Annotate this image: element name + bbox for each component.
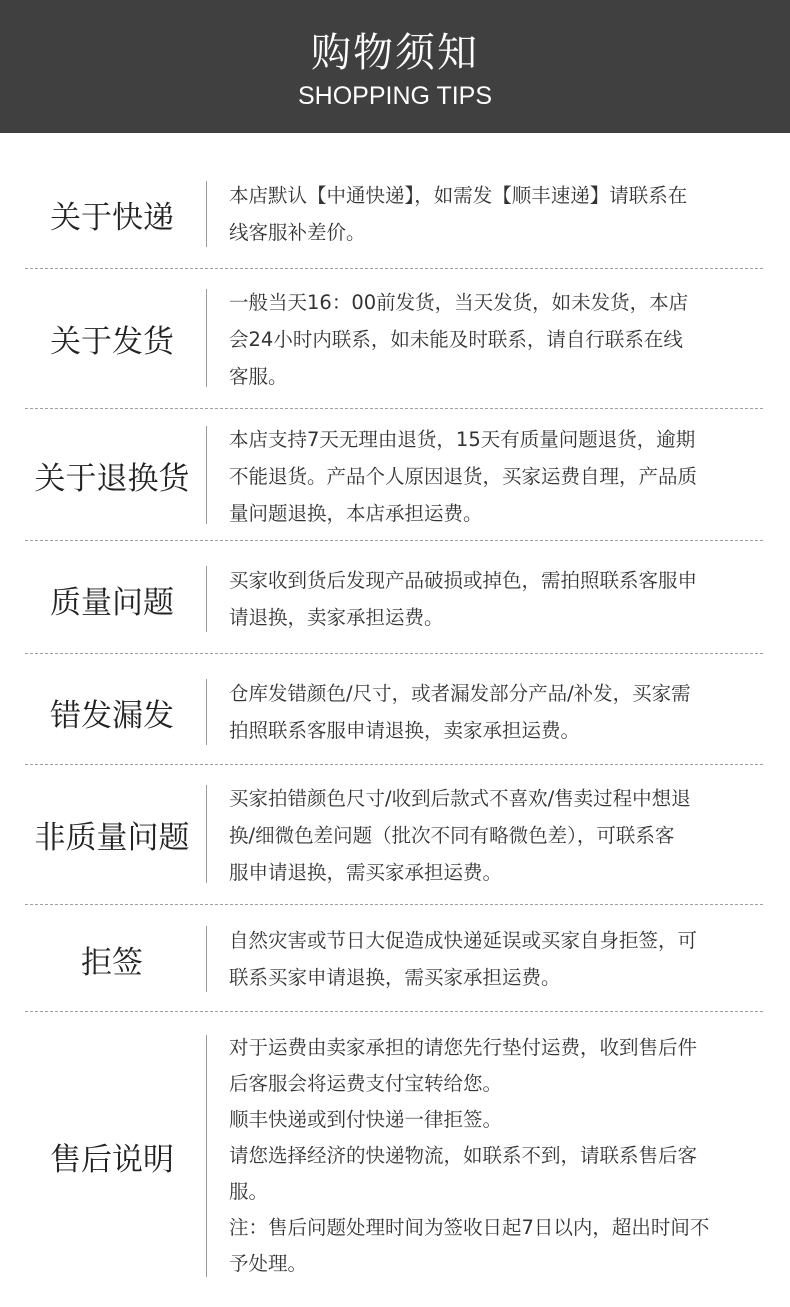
header-banner (0, 0, 790, 133)
dashed-separator (25, 268, 763, 269)
divider-line (206, 785, 207, 883)
text-line: 换/细微色差问题（批次不同有略微色差），可联系客 (229, 824, 675, 847)
text-line: 联系买家申请退换，需买家承担运费。 (229, 966, 561, 989)
text-line: 拍照联系客服申请退换，卖家承担运费。 (229, 719, 581, 742)
text-line: 本店默认【中通快递】，如需发【顺丰速递】请联系在 (229, 184, 688, 207)
divider-line (206, 1035, 207, 1277)
divider-line (206, 426, 207, 524)
page-title: 购物须知 (311, 30, 479, 76)
section-wrong-items (0, 674, 790, 750)
dashed-separator (25, 540, 763, 541)
section-text (229, 780, 764, 891)
dashed-separator (25, 1011, 763, 1012)
dashed-separator (25, 904, 763, 905)
text-line: 买家收到货后发现产品破损或掉色，需拍照联系客服申 (229, 569, 698, 592)
dashed-separator (25, 653, 763, 654)
dashed-separator (25, 408, 763, 409)
text-line: 予处理。 (229, 1252, 308, 1275)
text-line: 请退换，卖家承担运费。 (229, 606, 444, 629)
dashed-separator (25, 764, 763, 765)
section-refusal (0, 921, 790, 997)
text-line: 自然灾害或节日大促造成快递延误或买家自身拒签，可 (229, 929, 698, 952)
text-line: 不能退货。产品个人原因退货，买家运费自理，产品质 (229, 465, 698, 488)
section-text (229, 177, 764, 251)
section-label: 拒签 (81, 944, 143, 981)
text-line: 服申请退换，需买家承担运费。 (229, 861, 503, 884)
text-line: 量问题退换，本店承担运费。 (229, 502, 483, 525)
text-line: 买家拍错颜色尺寸/收到后款式不喜欢/售卖过程中想退 (229, 787, 691, 810)
section-label: 质量问题 (50, 584, 174, 621)
section-label: 非质量问题 (34, 819, 190, 856)
section-text (229, 421, 764, 532)
section-non-quality (0, 779, 790, 889)
text-line: 注：售后问题处理时间为签收日起7日以内，超出时间不 (229, 1216, 710, 1239)
section-label: 关于快递 (50, 199, 174, 236)
text-line: 仓库发错颜色/尺寸，或者漏发部分产品/补发，买家需 (229, 682, 691, 705)
divider-line (206, 566, 207, 632)
section-label: 售后说明 (50, 1141, 174, 1178)
text-line: 服。 (229, 1180, 269, 1203)
section-text (229, 284, 764, 395)
section-text (229, 675, 764, 749)
text-line: 客服。 (229, 365, 288, 388)
divider-line (206, 289, 207, 387)
section-express (0, 176, 790, 252)
text-line: 对于运费由卖家承担的请您先行垫付运费，收到售后件 (229, 1036, 698, 1059)
divider-line (206, 181, 207, 247)
section-label: 关于发货 (50, 323, 174, 360)
page-subtitle: SHOPPING TIPS (297, 82, 493, 110)
section-shipping (0, 283, 790, 393)
text-line: 本店支持7天无理由退货，15天有质量问题退货，逾期 (229, 428, 696, 451)
divider-line (206, 679, 207, 745)
section-quality (0, 561, 790, 637)
section-label: 错发漏发 (50, 697, 174, 734)
section-text (229, 1030, 764, 1282)
section-text (229, 922, 764, 996)
section-text (229, 562, 764, 636)
text-line: 后客服会将运费支付宝转给您。 (229, 1072, 503, 1095)
section-returns (0, 420, 790, 530)
text-line: 线客服补差价。 (229, 221, 366, 244)
text-line: 会24小时内联系，如未能及时联系，请自行联系在线 (229, 328, 683, 351)
section-after-sales (0, 1030, 790, 1282)
text-line: 请您选择经济的快递物流，如联系不到，请联系售后客 (229, 1144, 698, 1167)
section-label: 关于退换货 (34, 460, 190, 497)
text-line: 顺丰快递或到付快递一律拒签。 (229, 1108, 503, 1131)
text-line: 一般当天16：00前发货，当天发货，如未发货，本店 (229, 291, 689, 314)
divider-line (206, 926, 207, 992)
